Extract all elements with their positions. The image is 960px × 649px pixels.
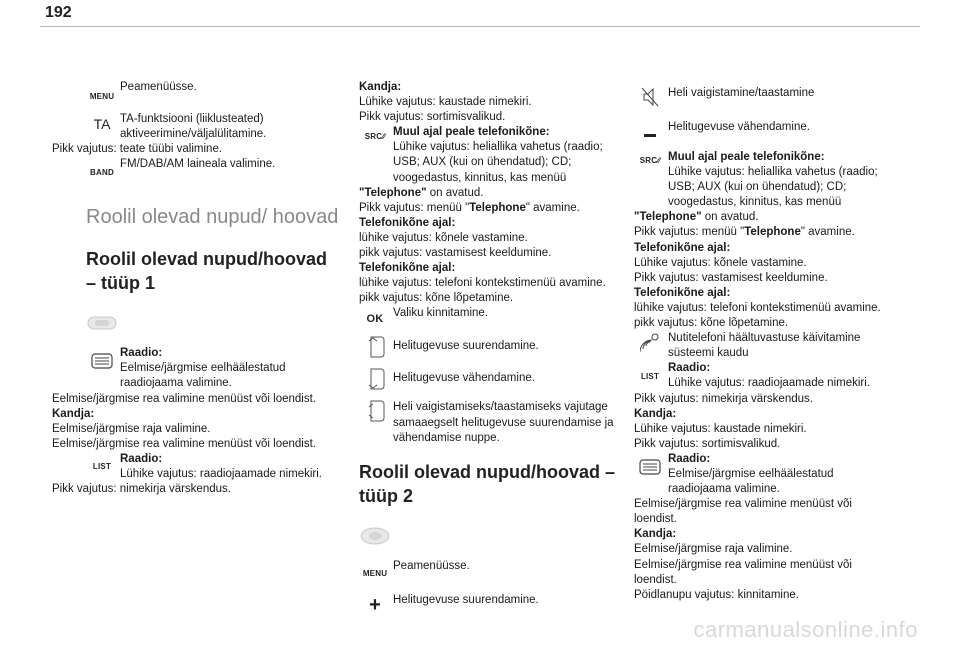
ta-button-icon: TA bbox=[93, 116, 111, 133]
type2-title: Roolil olevad nupud/hoovad – tüüp 2 bbox=[359, 461, 616, 506]
vol-down-entry: Helitugevuse vähendamine. bbox=[359, 368, 617, 396]
list3-entry: LIST Raadio: Lühike vajutus: raadiojaamade nimekiri. bbox=[634, 361, 894, 391]
plus-entry: + Helitugevuse suurendamine. bbox=[359, 593, 617, 621]
header-rule bbox=[40, 26, 920, 27]
src-button-icon: SRC ∕∕ bbox=[364, 131, 386, 141]
scroll-wheel-icon bbox=[634, 456, 666, 478]
list-button-icon: LIST bbox=[640, 371, 660, 381]
column-1 bbox=[52, 80, 341, 497]
kandja-block: Kandja: Lühike vajutus: kaustade nimekiri. Pikk vajutus: sortimisvalikud. bbox=[359, 81, 532, 124]
ok-button-icon: OK bbox=[366, 312, 384, 325]
radio-continued: Eelmise/järgmise rea valimine menüüst või loendist. Kandja: Eelmise/järgmise raja valimine. Eelmise/järgmise rea valimine menüüst või loendist. bbox=[52, 392, 316, 450]
mute-entry: Heli vaigistamiseks/taastamiseks vajutage samaaegselt helitugevuse suurendamise ja vähendamise nuppe. bbox=[359, 400, 617, 445]
minus-entry: Helitugevuse vähendamine. bbox=[634, 120, 894, 148]
column-2 bbox=[359, 80, 617, 621]
menu-text: Peamenüüsse. bbox=[120, 81, 197, 93]
section-title: Roolil olevad nupud/ hoovad bbox=[86, 206, 339, 229]
voice-recognition-icon bbox=[634, 331, 666, 353]
list-button-icon: LIST bbox=[92, 462, 112, 472]
minus-icon bbox=[634, 124, 666, 146]
ta-entry bbox=[86, 112, 341, 142]
scroll-wheel-icon bbox=[86, 350, 118, 372]
page-number: 192 bbox=[45, 4, 72, 21]
plus-icon: + bbox=[369, 594, 381, 617]
vol-up-entry: Helitugevuse suurendamine. bbox=[359, 336, 617, 364]
radio3-entry: Raadio: Eelmise/järgmise eelhäälestatud raadiojaama valimine. bbox=[634, 452, 894, 497]
menu-button-icon: MENU bbox=[362, 569, 388, 579]
steering-wheel-icon bbox=[86, 313, 118, 333]
ok-entry: OK Valiku kinnitamine. bbox=[359, 306, 617, 334]
list3-continued: Pikk vajutus: nimekirja värskendus. Kandja: Lühike vajutus: kaustade nimekiri. Pikk vajutus: sortimisvalikud. bbox=[634, 392, 813, 450]
band-text: FM/DAB/AM laineala valimine. bbox=[120, 158, 276, 171]
ta-long-press: Pikk vajutus: teate tüübi valimine. bbox=[52, 143, 223, 156]
voice-entry: Nutitelefoni häältuvastuse käivitamine süsteemi kaudu bbox=[634, 331, 894, 361]
src3-entry: SRC ∕∕ Muul ajal peale telefonikõne: Lühike vajutus: heliallika vahetus (raadio; USB; AUX (kui on ühendatud); CD; voogedastus, kinnitus, kas menüü bbox=[634, 150, 894, 210]
mute3-entry: Heli vaigistamine/taastamine bbox=[634, 86, 894, 114]
watermark: carmanualsonline.info bbox=[693, 617, 918, 642]
src-continued: "Telephone" on avatud. Pikk vajutus: menüü "Telephone" avamine. Telefonikõne ajal: lühike vajutus: kõnele vastamine. pikk vajutus: vastamisest keeldumine. Telefonikõne ajal: lühike vajutus: telefoni kontekstimenüü avamine. pikk vajutus: kõne lõpetamine. bbox=[359, 186, 606, 305]
menu-entry bbox=[86, 80, 341, 108]
src-button-icon: SRC ∕∕ bbox=[639, 156, 661, 166]
menu2-entry: MENU Peamenüüsse. bbox=[359, 559, 617, 587]
list-entry: LIST Raadio: Lühike vajutus: raadiojaamade nimekiri. bbox=[86, 452, 341, 482]
volume-roller-up-icon bbox=[359, 336, 391, 358]
src3-continued: "Telephone" on avatud. Pikk vajutus: menüü "Telephone" avamine. Telefonikõne ajal: Lühike vajutus: kõnele vastamine. Pikk vajutus: vastamisest keeldumine. Telefonikõne ajal: lühike vajutus: telefoni kontekstimenüü avamine. pikk vajutus: kõne lõpetamine. bbox=[634, 211, 881, 330]
list-long: Pikk vajutus: nimekirja värskendus. bbox=[52, 483, 231, 496]
band-entry bbox=[86, 157, 341, 185]
ta-text: TA-funktsiooni (liiklusteated) aktiveerimine/väljalülitamine. bbox=[120, 113, 267, 141]
radio-entry: Raadio: Eelmise/järgmise eelhäälestatud raadiojaama valimine. bbox=[86, 346, 341, 391]
steering-wheel-type2-icon bbox=[359, 526, 391, 546]
column-3 bbox=[634, 86, 894, 603]
volume-roller-mute-icon bbox=[359, 400, 391, 422]
src-entry: SRC ∕∕ Muul ajal peale telefonikõne: Lühike vajutus: heliallika vahetus (raadio; USB; AUX (kui on ühendatud); CD; voogedastus, kinnitus, kas menüü bbox=[359, 125, 617, 185]
radio3-continued: Eelmise/järgmise rea valimine menüüst või loendist. Kandja: Eelmise/järgmise raja valimine. Eelmise/järgmise rea valimine menüüst või loendist. Pöidlanupu vajutus: kinnitamine. bbox=[634, 498, 852, 601]
mute-icon bbox=[634, 86, 666, 108]
menu-button-icon: MENU bbox=[89, 92, 115, 102]
volume-roller-down-icon bbox=[359, 368, 391, 390]
type1-title: Roolil olevad nupud/hoovad – tüüp 1 bbox=[86, 249, 327, 294]
band-button-icon: BAND bbox=[90, 167, 114, 177]
